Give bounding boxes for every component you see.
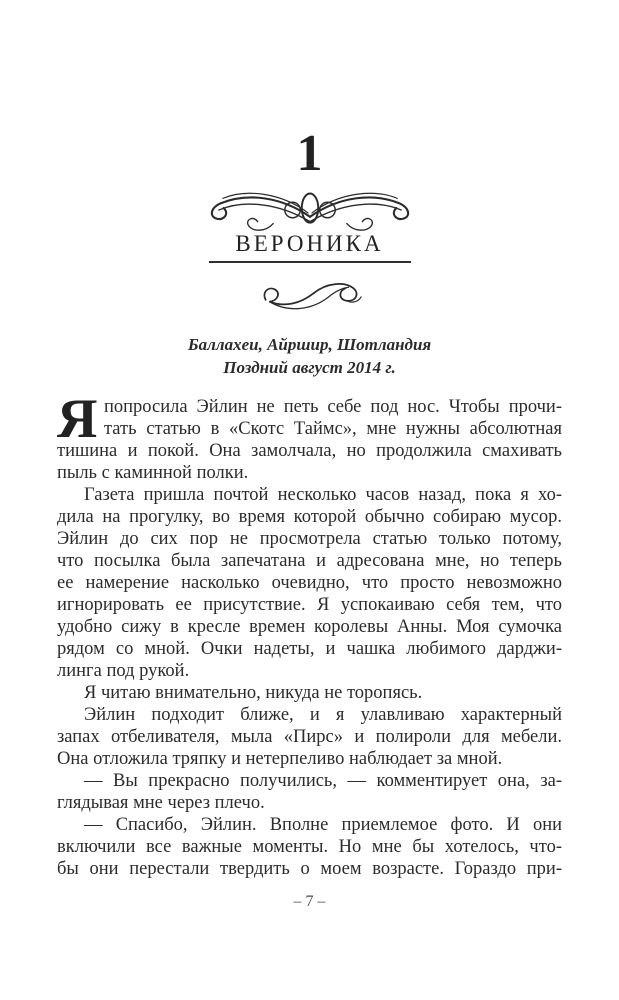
epigraph-location: Баллахеи, Айршир, Шотландия [187,335,432,354]
paragraph [57,704,562,770]
text-line: тать статью в «Скотс Таймс», мне нужны абсолютная [104,419,562,439]
text-line: ее намерение насколько очевидно, что просто невозможно [57,573,562,593]
text-line: — Вы прекрасно получились, — комментирует она, за- [84,771,562,791]
paragraph [57,388,562,484]
text-line: тишина и покой. Она замолчала, но продолжила смахивать [57,441,562,461]
drop-cap: Я [57,388,98,450]
epigraph-date: Поздний август 2014 г. [223,358,396,377]
chapter-title: ВЕРОНИКА [235,231,384,256]
text-line: Газета пришла почтой несколько часов назад, пока я хо- [84,485,562,505]
paragraph [57,770,562,814]
paragraph [57,484,562,682]
text-line: удобно сижу в кресле времен королевы Анны. Моя сумочка [57,617,562,637]
text-line: дила на прогулку, во время которой обычно собираю мусор. [57,507,562,527]
text-line: запах отбеливателя, мыла «Пирс» и полироли для мебели. [57,727,562,747]
text-line: бы они перестали твердить о моем возрасте. Гораздо при- [57,859,562,879]
text-line: игнорировать ее присутствие. Я успокаиваю себя тем, что [57,595,562,615]
flourish-infinity-icon [256,276,364,317]
body-text [57,388,562,880]
paragraph [57,814,562,880]
chapter-number: 1 [296,125,323,182]
text-line: включили все важные моменты. Но мне бы хотелось, что- [57,837,562,857]
text-line: линга под рукой. [57,661,190,681]
text-line: Эйлин до сих пор не просмотрела статью только потому, [57,529,562,549]
title-divider [209,261,411,263]
epigraph [0,333,619,379]
text-line: рядом со мной. Очки надеты, и чашка любимого дарджи- [57,639,562,659]
text-line: Эйлин подходит ближе, и я улавливаю характерный [84,705,562,725]
text-line: попросила Эйлин не петь себе под нос. Чтобы прочи- [104,397,562,417]
text-line: что посылка была запечатана и адресована мне, но теперь [57,551,562,571]
page-number: – 7 – [293,893,326,910]
text-line: пыль с каминной полки. [57,463,249,483]
text-line: Я читаю внимательно, никуда не торопясь. [84,683,423,703]
text-line: — Спасибо, Эйлин. Вполне приемлемое фото. И они [84,815,562,835]
text-line: глядывая мне через плечо. [57,793,265,813]
text-line: Она отложила тряпку и нетерпеливо наблюдает за мной. [57,749,503,769]
paragraph [57,682,562,704]
